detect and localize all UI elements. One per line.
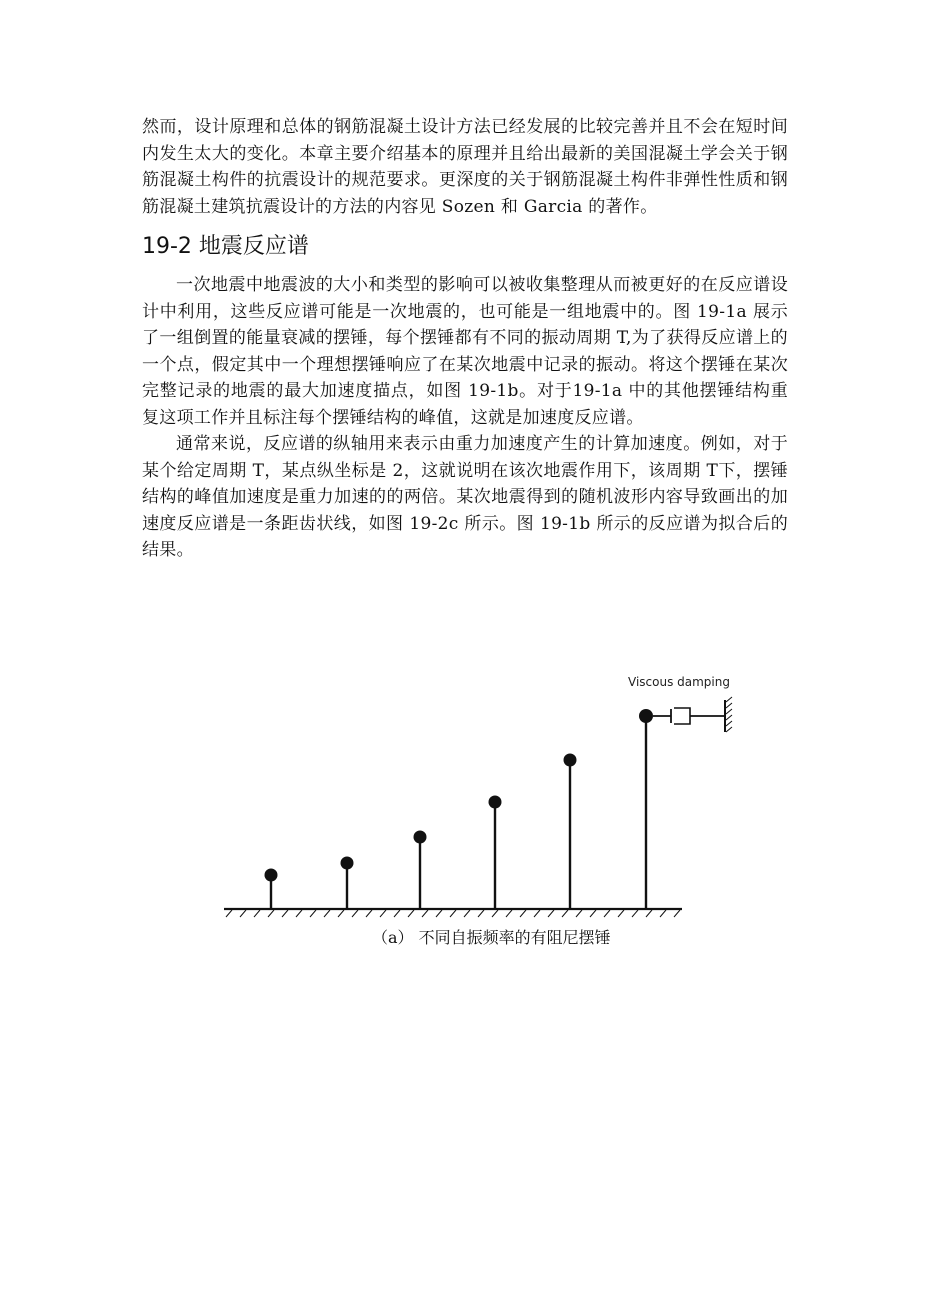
pendulum-6	[639, 709, 653, 909]
pendulum-1	[265, 869, 278, 910]
damping-label: Viscous damping	[628, 675, 730, 689]
pendulum-5	[564, 754, 577, 910]
pendulum-diagram	[222, 670, 752, 920]
body-paragraph-2: 通常来说，反应谱的纵轴用来表示由重力加速度产生的计算加速度。例如，对于某个给定周期 T，某点纵坐标是 2，这就说明在该次地震作用下，该周期 T下，摆锤结构的峰值加速度是重力加速的的两倍。某次地震得到的随机波形内容导致画出的加速度反应谱是一条距齿状线，如图 19-2c 所示。图 19-1b 所示的反应谱为拟合后的结果。	[142, 434, 788, 560]
document-body	[142, 114, 788, 564]
pendulum-4	[489, 796, 502, 910]
pendulum-2	[341, 857, 354, 910]
figure-19-1a	[222, 670, 752, 960]
body-paragraph-1: 一次地震中地震波的大小和类型的影响可以被收集整理从而被更好的在反应谱设计中利用，这些反应谱可能是一次地震的，也可能是一组地震中的。图 19-1a 展示了一组倒置的能量衰减的摆锤，每个摆锤都有不同的振动周期 T,为了获得反应谱上的一个点，假定其中一个理想摆锤响应了在某次地震中记录的振动。将这个摆锤在某次完整记录的地震的最大加速度描点，如图 19-1b。对于19-1a 中的其他摆锤结构重复这项工作并且标注每个摆锤结构的峰值，这就是加速度反应谱。	[142, 275, 788, 428]
ground-hatching	[226, 910, 680, 917]
viscous-damper	[653, 697, 732, 732]
figure-caption: （a） 不同自振频率的有阻尼摆锤	[372, 928, 611, 947]
intro-paragraph: 然而，设计原理和总体的钢筋混凝土设计方法已经发展的比较完善并且不会在短时间内发生太大的变化。本章主要介绍基本的原理并且给出最新的美国混凝土学会关于钢筋混凝土构件的抗震设计的规范要求。更深度的关于钢筋混凝土构件非弹性性质和钢筋混凝土建筑抗震设计的方法的内容见 Sozen 和 Garcia 的著作。	[142, 117, 788, 217]
section-heading: 19-2 地震反应谱	[142, 234, 309, 259]
pendulum-3	[414, 831, 427, 910]
